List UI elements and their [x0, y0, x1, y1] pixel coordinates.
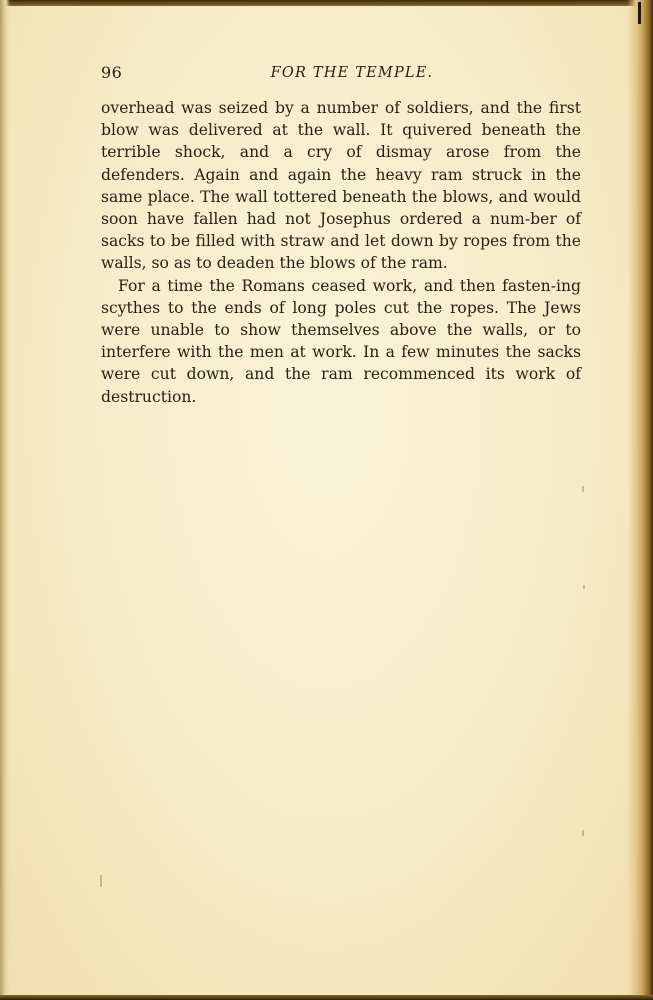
- paper-speck: [583, 585, 585, 589]
- paper-speck: [100, 875, 102, 887]
- paper-speck: [582, 486, 584, 492]
- top-binding-edge: [0, 0, 653, 6]
- page-number: 96: [101, 63, 123, 82]
- left-gutter-edge: [0, 0, 10, 1000]
- right-page-stack-edge: [627, 0, 653, 1000]
- paragraph-continued: overhead was seized by a number of soldiers, and the first blow was delivered at the wall. It quivered beneath the terrible shock, and a cry of dismay arose from the defenders. Again and again the heavy ram struck in the same place. The wall tottered beneath the blows, and would soon have fallen had not Josephus ordered a num-ber of sacks to be filled with straw and let down by ropes from the walls, so as to deaden the blows of the ram.: [101, 99, 581, 273]
- body-text: [101, 97, 581, 408]
- corner-mark: [638, 2, 641, 24]
- running-head: FOR THE TEMPLE.: [270, 65, 434, 81]
- page-header: [101, 62, 581, 86]
- bottom-edge: [0, 995, 653, 1000]
- paper-speck: [582, 830, 584, 836]
- paragraph: For a time the Romans ceased work, and then fasten-ing scythes to the ends of long poles cut the ropes. The Jews were unable to show themselves above the walls, or to interfere with the men at work. In a few minutes the sacks were cut down, and the ram recommenced its work of destruction.: [101, 276, 581, 406]
